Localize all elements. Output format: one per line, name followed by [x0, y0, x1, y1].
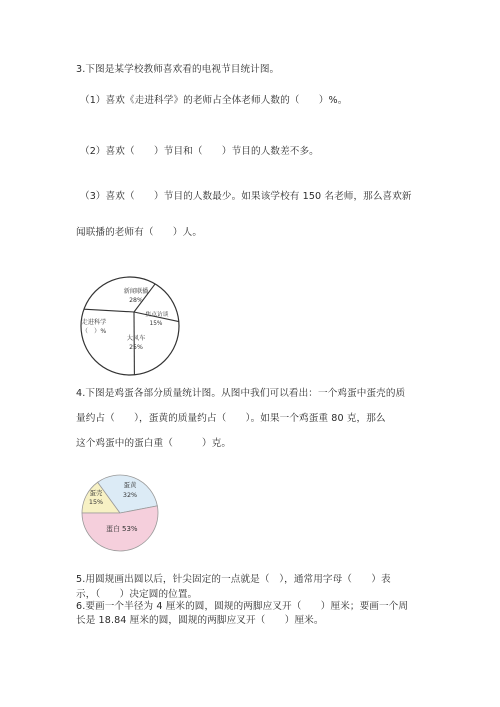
q4-line-1: 4.下图是鸡蛋各部分质量统计图。从图中我们可以看出：一个鸡蛋中蛋壳的质 [76, 388, 406, 399]
q5-line-1: 5.用圆规画出圆以后，针尖固定的一点就是（ ），通常用字母（ ）表 [76, 574, 391, 585]
egg-composition-pie-chart [70, 468, 170, 568]
slice-value-science: （ ）% [81, 328, 107, 335]
slice-label-white: 53% [122, 525, 138, 533]
q3-subquestion-3-line-2: 闻联播的老师有（ ）人。 [76, 227, 203, 238]
slice-label-windmill: 大风车 [126, 335, 146, 342]
slice-label-science: 走进科学 [81, 319, 107, 326]
q4-line-3: 这个鸡蛋中的蛋白重（ ）克。 [76, 438, 232, 449]
q6-line-1: 6.要画一个半径为 4 厘米的圆，圆规的两脚应叉开（ ）厘米；要画一个周 [76, 601, 409, 612]
slice-name-white: 蛋白 [106, 525, 120, 533]
q3-subquestion-3-line-1: （3）喜欢（ ）节目的人数最少。如果该学校有 150 名老师，那么喜欢新 [80, 191, 412, 202]
q3-subquestion-1: （1）喜欢《走进科学》的老师占全体老师人数的（ ）%。 [80, 95, 348, 106]
slice-value-windmill: 25% [129, 344, 143, 351]
q3-title: 3.下图是某学校教师喜欢看的电视节目统计图。 [76, 64, 280, 75]
q6-line-2: 长是 18.84 厘米的圆，圆规的两脚应叉开（ ）厘米。 [76, 615, 324, 626]
q4-line-2: 量约占（ ），蛋黄的质量约占（ ）。如果一个鸡蛋重 80 克，那么 [76, 413, 386, 424]
slice-value-yolk: 32% [122, 491, 138, 499]
slice-value-focus: 15% [149, 321, 163, 327]
slice-label-yolk: 蛋黄 [123, 481, 137, 489]
slice-label-shell: 蛋壳 [89, 489, 103, 497]
q3-subquestion-2: （2）喜欢（ ）节目和（ ）节目的人数差不多。 [80, 146, 319, 157]
pie-slice-white [82, 506, 158, 551]
slice-value-shell: 15% [88, 498, 104, 506]
slice-label-focus: 焦点访谈 [145, 312, 169, 318]
q5-line-2: 示，（ ）决定圆的位置。 [76, 589, 198, 600]
slice-value-news: 28% [129, 297, 143, 304]
slice-label-news: 新闻联播 [123, 288, 149, 295]
tv-program-pie-chart [70, 266, 190, 386]
